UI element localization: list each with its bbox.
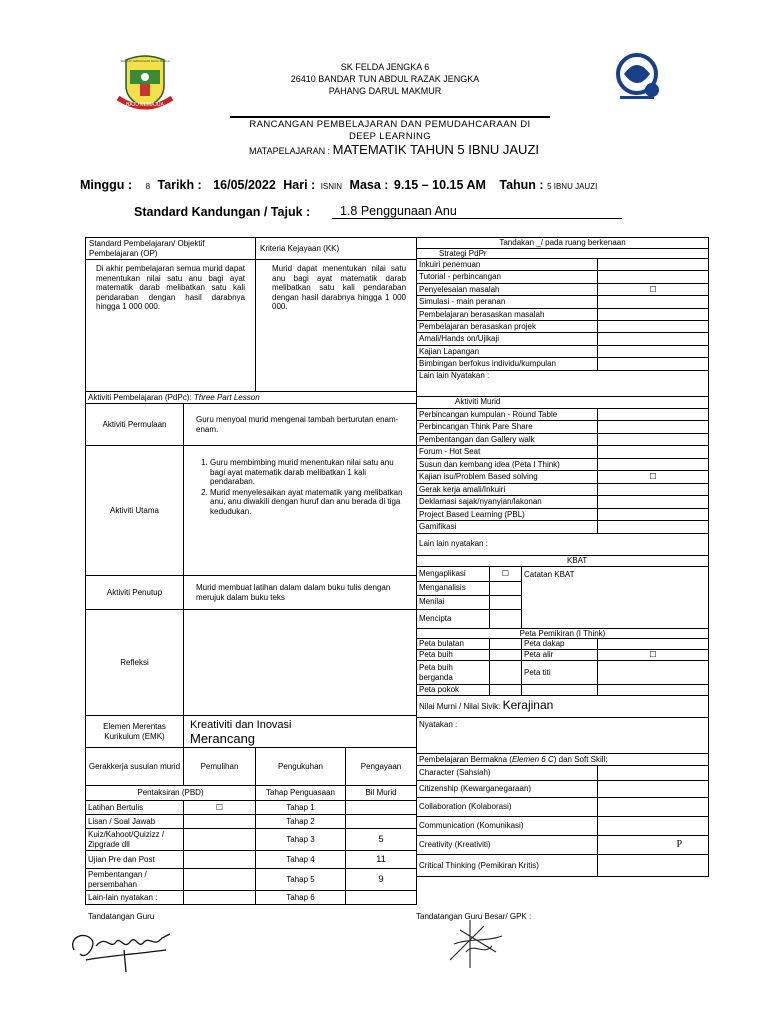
- aktiviti-header-italic: Three Part Lesson: [193, 392, 260, 402]
- pemulihan-label: Pemulihan: [184, 748, 256, 786]
- school-street: 26410 BANDAR TUN ABDUL RAZAK JENGKA: [290, 74, 480, 84]
- nilai-value: Kerajinan: [502, 698, 554, 713]
- tarikh-label: Tarikh :: [157, 178, 202, 192]
- pbd-item: Lain-lain nyatakan :: [86, 891, 184, 905]
- pb-italic: Elemen 6 C: [511, 754, 554, 764]
- aktiviti-murid-label: Susun dan kembang idea (Peta I Think): [417, 458, 598, 471]
- kbat-label: Menganalisis: [417, 581, 490, 595]
- peta-row: [417, 685, 709, 696]
- sp-header: Standard Pembelajaran/ Objektif Pembelajaran (OP): [86, 238, 256, 260]
- aktiviti-murid-label: Gamifikasi: [417, 521, 598, 534]
- lesson-info: [80, 178, 597, 192]
- aktiviti-murid-mark: [598, 483, 709, 496]
- title-line-1: RANCANGAN PEMBELAJARAN DAN PEMUDAHCARAAN DI: [249, 119, 531, 130]
- utama-label: Aktiviti Utama: [86, 446, 184, 576]
- tahap: Tahap 4: [256, 851, 346, 869]
- utama-item: 1. Guru membimbing murid menentukan nilai satu anu bagi ayat matematik darab melibatkan 1 kali pendaraban.: [210, 458, 408, 487]
- pbd-mark: [184, 851, 256, 869]
- subject-value: MATEMATIK TAHUN 5 IBNU JAUZI: [332, 142, 540, 157]
- strategi-label: Amali/Hands on/Ujikaji: [417, 333, 598, 345]
- aktiviti-murid-mark: [598, 508, 709, 521]
- aktiviti-murid-row: [417, 433, 709, 446]
- pbd-row: [86, 829, 417, 851]
- peta-row: [417, 639, 709, 650]
- strategi-mark: [598, 358, 709, 370]
- pbd-row: [86, 891, 417, 905]
- minggu-value: 8: [145, 182, 151, 191]
- peta-label: Peta titi: [522, 661, 598, 685]
- pb-header: [417, 754, 709, 766]
- soft-row: [417, 836, 709, 855]
- logo-motto: BAJU KEMAJUA: [126, 102, 164, 108]
- logo-school-text: SEKOLAH KEBANGSAAN FELDA JENGKA: [120, 60, 170, 63]
- soft-row: [417, 855, 709, 877]
- strategi-row: [417, 283, 709, 295]
- aktiviti-murid-mark: [598, 446, 709, 459]
- strategi-label: Pembelajaran berasaskan masalah: [417, 308, 598, 320]
- strategi-mark: [598, 296, 709, 308]
- strategi-row: [417, 370, 709, 396]
- kbat-mark: [490, 609, 522, 628]
- pbd-item: Lisan / Soal Jawab: [86, 815, 184, 829]
- pbd-row: [86, 815, 417, 829]
- aktiviti-murid-mark: [598, 458, 709, 471]
- standard-kandungan-label: Standard Kandungan / Tajuk :: [134, 205, 311, 219]
- school-name: SK FELDA JENGKA 6: [340, 62, 430, 72]
- soft-label: Critical Thinking (Pemikiran Kritis): [417, 855, 598, 877]
- bil-murid: 5: [346, 829, 417, 851]
- strategi-row: [417, 308, 709, 320]
- kk-header: Kriteria Kejayaan (KK): [256, 238, 417, 260]
- strategi-row: [417, 358, 709, 370]
- nyatakan-label: Nyatakan :: [417, 718, 709, 754]
- bil-header: Bil Murid: [346, 786, 417, 801]
- pbd-mark: [184, 815, 256, 829]
- aktiviti-murid-label: Perbincangan Think Pare Share: [417, 421, 598, 434]
- peta-mark: [598, 661, 709, 685]
- teacher-signature: [66, 920, 178, 980]
- tahap: Tahap 3: [256, 829, 346, 851]
- teacher-signature-label: Tandatangan Guru: [88, 912, 155, 921]
- masa-value: 9.15 – 10.15 AM: [393, 178, 486, 192]
- refleksi-label: Refleksi: [86, 610, 184, 716]
- aktiviti-header: [86, 392, 417, 404]
- aktiviti-murid-row: [417, 521, 709, 534]
- peta-mark: [490, 639, 522, 650]
- catatan-kbat: Catatan KBAT: [522, 566, 709, 628]
- kbat-mark: ☐: [490, 566, 522, 581]
- peta-label: Peta bulatan: [417, 639, 490, 650]
- strategi-label: Inkuiri penemuan: [417, 259, 598, 271]
- peta-label: [522, 685, 598, 696]
- soft-mark: [598, 781, 709, 798]
- aktiviti-murid-label: Kajian isu/Problem Based solving: [417, 471, 598, 484]
- tahun-value: 5 IBNU JAUZI: [547, 182, 598, 191]
- emk-label: Elemen Merentas Kurikulum (EMK): [86, 716, 184, 748]
- strategi-label: Penyelesaian masalah: [417, 283, 598, 295]
- soft-label: Character (Sahsiah): [417, 766, 598, 781]
- left-table: [85, 237, 417, 905]
- strategi-mark: [598, 320, 709, 332]
- strategi-label: Pembelajaran berasaskan projek: [417, 320, 598, 332]
- nilai-cell: [417, 696, 709, 718]
- sp-text: Di akhir pembelajaran semua murid dapat menentukan nilai satu anu bagi ayat matematik darab melibatkan satu kali pendaraban dengan hasil darabnya hingga 1 000 000.: [86, 260, 256, 392]
- strategi-row: [417, 345, 709, 357]
- pbd-row: [86, 851, 417, 869]
- aktiviti-murid-row: [417, 471, 709, 484]
- refleksi-content: [184, 610, 417, 716]
- soft-label: Creativity (Kreativiti): [417, 836, 598, 855]
- title-line-2: DEEP LEARNING: [348, 131, 432, 142]
- tahun-label: Tahun :: [499, 178, 544, 192]
- pbd-mark: [184, 891, 256, 905]
- minggu-label: Minggu :: [80, 178, 133, 192]
- bil-murid: 9: [346, 869, 417, 891]
- kbat-header: KBAT: [417, 555, 709, 566]
- pbd-mark: [184, 829, 256, 851]
- peta-row: [417, 650, 709, 661]
- strategi-row: [417, 320, 709, 332]
- strategi-row: [417, 296, 709, 308]
- pbd-item: Latihan Bertulis: [86, 801, 184, 815]
- soft-row: [417, 798, 709, 817]
- pbd-mark: ☐: [184, 801, 256, 815]
- nilai-label: Nilai Murni / Nilai Sivik:: [419, 702, 501, 712]
- pbd-item: Pembentangan / persembahan: [86, 869, 184, 891]
- school-address: [230, 61, 540, 97]
- strategi-label: Kajian Lapangan: [417, 345, 598, 357]
- aktiviti-murid-mark: [598, 421, 709, 434]
- hari-label: Hari :: [283, 178, 316, 192]
- strategi-label: Simulasi - main peranan: [417, 296, 598, 308]
- tahap: Tahap 5: [256, 869, 346, 891]
- kbat-label: Mengaplikasi: [417, 566, 490, 581]
- peta-label: Peta buih: [417, 650, 490, 661]
- strategi-header: Strategi PdPr: [417, 248, 709, 259]
- header-divider: [230, 116, 550, 118]
- soft-mark: [598, 798, 709, 817]
- peta-mark: [490, 685, 522, 696]
- soft-mark: [598, 855, 709, 877]
- tahap: Tahap 6: [256, 891, 346, 905]
- aktiviti-murid-row: [417, 421, 709, 434]
- strategi-row: [417, 259, 709, 271]
- soft-mark: [598, 817, 709, 836]
- peta-label: Peta pokok: [417, 685, 490, 696]
- aktiviti-murid-label: Gerak kerja amali/Inkuiri: [417, 483, 598, 496]
- pb-label: Pembelajaran Bermakna (: [419, 754, 512, 764]
- penutup-label: Aktiviti Penutup: [86, 576, 184, 610]
- penutup-text: Murid membuat latihan dalam dalam buku tulis dengan merujuk dalam buku teks: [184, 576, 417, 610]
- strategi-row: [417, 271, 709, 283]
- pbd-header: Pentaksiran (PBD): [86, 786, 256, 801]
- utama-cell: [184, 446, 417, 576]
- aktiviti-murid-label: Lain lain nyatakan :: [417, 533, 709, 555]
- soft-row: [417, 817, 709, 836]
- emk-value-2: Merancang: [190, 730, 256, 746]
- standard-kandungan-value: 1.8 Penggunaan Anu: [332, 204, 622, 219]
- emk-cell: [184, 716, 417, 748]
- soft-mark: P: [598, 836, 709, 855]
- peta-mark: [490, 661, 522, 685]
- aktiviti-murid-row: [417, 446, 709, 459]
- aktiviti-murid-mark: [598, 433, 709, 446]
- aktiviti-murid-label: Deklamasi sajak/nyanyian/lakonan: [417, 496, 598, 509]
- tahap: Tahap 2: [256, 815, 346, 829]
- kbat-mark: [490, 595, 522, 609]
- pb-label-2: ) dan Soft Skill:: [553, 754, 608, 764]
- peta-label: Peta alir: [522, 650, 598, 661]
- masa-label: Masa :: [349, 178, 389, 192]
- aktiviti-murid-label: Project Based Learning (PBL): [417, 508, 598, 521]
- utama-list: [186, 458, 408, 516]
- subject-line: [214, 142, 574, 157]
- soft-mark: [598, 766, 709, 781]
- kbat-label: Mencipta: [417, 609, 490, 628]
- pbd-row: [86, 869, 417, 891]
- strategi-mark: ☐: [598, 283, 709, 295]
- aktiviti-murid-mark: ☐: [598, 471, 709, 484]
- school-crest-logo: [116, 52, 174, 112]
- utama-item: 2. Murid menyelesaikan ayat matematik yang melibatkan anu, anu diwakili dengan huruf dan anu berada di tiga kedudukan.: [210, 488, 408, 517]
- document-title: [210, 119, 570, 143]
- pbd-row: [86, 801, 417, 815]
- peta-label: Peta dakap: [522, 639, 598, 650]
- strategi-mark: [598, 271, 709, 283]
- ministry-logo: [612, 50, 662, 102]
- aktiviti-murid-row: [417, 458, 709, 471]
- right-table: [416, 237, 709, 877]
- pbd-item: Kuiz/Kahoot/Quizizz / Zipgrade dll: [86, 829, 184, 851]
- soft-label: Collaboration (Kolaborasi): [417, 798, 598, 817]
- permulaan-text: Guru menyoal murid mengenai tambah berturutan enam-enam.: [184, 404, 417, 446]
- aktiviti-murid-label: Forum - Hot Seat: [417, 446, 598, 459]
- strategi-mark: [598, 259, 709, 271]
- pengayaan-label: Pengayaan: [346, 748, 417, 786]
- soft-row: [417, 766, 709, 781]
- pengukuhan-label: Pengukuhan: [256, 748, 346, 786]
- aktiviti-murid-row: [417, 508, 709, 521]
- bil-murid: [346, 891, 417, 905]
- soft-row: [417, 781, 709, 798]
- bil-murid: 11: [346, 851, 417, 869]
- aktiviti-murid-mark: [598, 408, 709, 421]
- aktiviti-murid-row: [417, 483, 709, 496]
- bil-murid: [346, 815, 417, 829]
- aktiviti-murid-mark: [598, 521, 709, 534]
- strategi-mark: [598, 333, 709, 345]
- tandakan-label: Tandakan _/ pada ruang berkenaan: [417, 238, 709, 249]
- headmaster-signature: [440, 912, 510, 974]
- tahap-header: Tahap Penguasaan: [256, 786, 346, 801]
- aktiviti-murid-header: Aktiviti Murid: [417, 396, 709, 408]
- strategi-label: Tutorial - perbincangan: [417, 271, 598, 283]
- strategi-row: [417, 333, 709, 345]
- pbd-item: Ujian Pre dan Post: [86, 851, 184, 869]
- bil-murid: [346, 801, 417, 815]
- peta-mark: ☐: [598, 650, 709, 661]
- kbat-mark: [490, 581, 522, 595]
- pbd-mark: [184, 869, 256, 891]
- gerak-label: Gerakkerja susulan murid: [86, 748, 184, 786]
- tarikh-value: 16/05/2022: [213, 178, 276, 192]
- peta-mark: [598, 639, 709, 650]
- hari-value: ISNIN: [320, 182, 343, 191]
- aktiviti-murid-row: [417, 408, 709, 421]
- strategi-label: Lain lain Nyatakan :: [417, 370, 709, 396]
- peta-label: Peta buih berganda: [417, 661, 490, 685]
- school-state: PAHANG DARUL MAKMUR: [328, 86, 442, 96]
- strategi-mark: [598, 345, 709, 357]
- peta-mark: [598, 685, 709, 696]
- kk-text: Murid dapat menentukan nilai satu anu bagi ayat matematik darab melibatkan satu kali pendaraban dengan hasil darabnya hingga 1 000 000.: [256, 260, 417, 392]
- subject-label: MATAPELAJARAN :: [248, 146, 331, 156]
- permulaan-label: Aktiviti Permulaan: [86, 404, 184, 446]
- tahap: Tahap 1: [256, 801, 346, 815]
- strategi-mark: [598, 308, 709, 320]
- strategi-label: Bimbingan berfokus individu/kumpulan: [417, 358, 598, 370]
- emk-value-1: Kreativiti dan Inovasi: [190, 718, 292, 731]
- kbat-label: Menilai: [417, 595, 490, 609]
- aktiviti-murid-row: [417, 533, 709, 555]
- aktiviti-header-label: Aktiviti Pembelajaran (PdPc):: [88, 392, 192, 402]
- aktiviti-murid-row: [417, 496, 709, 509]
- aktiviti-murid-label: Pembentangan dan Gallery walk: [417, 433, 598, 446]
- soft-label: Communication (Komunikasi): [417, 817, 598, 836]
- aktiviti-murid-label: Perbincangan kumpulan - Round Table: [417, 408, 598, 421]
- soft-label: Citizenship (Kewarganegaraan): [417, 781, 598, 798]
- headmaster-signature-label: Tandatangan Guru Besar/ GPK :: [416, 912, 532, 921]
- aktiviti-murid-mark: [598, 496, 709, 509]
- peta-mark: [490, 650, 522, 661]
- peta-header: Peta Pemikiran (I Think): [417, 628, 709, 639]
- peta-row: [417, 661, 709, 685]
